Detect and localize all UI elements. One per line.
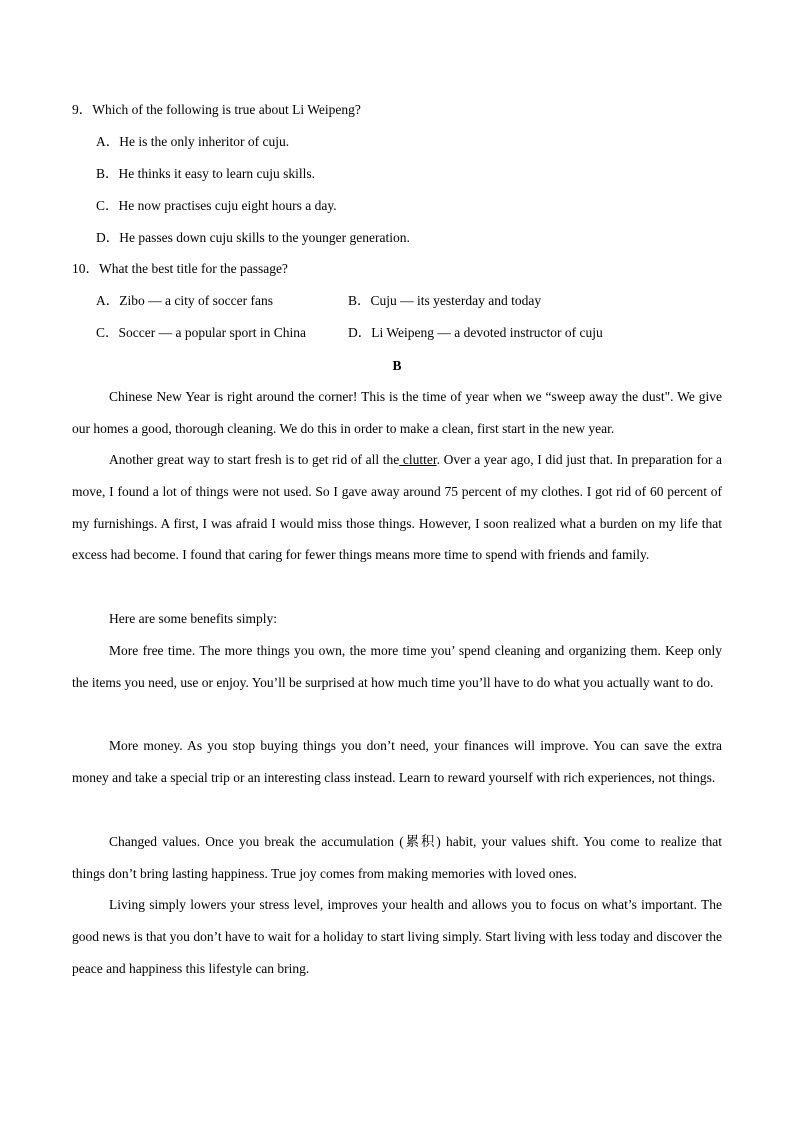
passage-paragraph-3: Here are some benefits simply:: [109, 611, 277, 626]
passage-paragraph-6: Changed values. Once you break the accumulation (累积) habit, your values shift. You come to realize that things don’t bring lasting happiness. True joy comes from making memories with loved ones.: [72, 834, 722, 881]
passage-paragraph-1: Chinese New Year is right around the corner! This is the time of year when we “sweep away the dust". We give our homes a good, thorough cleaning. We do this in order to make a clean, first start in the new year.: [72, 389, 722, 436]
underlined-word-clutter: clutter: [399, 452, 437, 467]
passage-paragraph-2: [72, 444, 722, 571]
passage-paragraph-7: Living simply lowers your stress level, improves your health and allows you to focus on what’s important. The good news is that you don’t have to wait for a holiday to start living simply. Start living with less today and discover the peace and happiness this lifestyle can bring.: [72, 897, 722, 976]
question-10-stem: 10．What the best title for the passage?: [72, 261, 288, 276]
passage-paragraph-5: More money. As you stop buying things you don’t need, your finances will improve. You can save the extra money and take a special trip or an interesting class instead. Learn to reward yourself with rich experiences, not things.: [72, 738, 722, 785]
passage-paragraph-2-start: Another great way to start fresh is to get rid of all the: [109, 452, 400, 467]
question-10-option-b: B．Cuju — its yesterday and today: [348, 293, 542, 308]
question-9-option-d: D．He passes down cuju skills to the younger generation.: [96, 230, 410, 245]
question-10-option-a: A．Zibo — a city of soccer fans: [96, 293, 273, 308]
question-9-option-b: B．He thinks it easy to learn cuju skills.: [96, 166, 315, 181]
passage-paragraph-4: More free time. The more things you own, the more time you’ spend cleaning and organizing them. Keep only the items you need, use or enjoy. You’ll be surprised at how much time you’ll have to do what you actually want to do.: [72, 643, 722, 690]
question-9-option-c: C．He now practises cuju eight hours a day.: [96, 198, 337, 213]
question-9-stem: 9．Which of the following is true about Li Weipeng?: [72, 102, 361, 117]
question-10-option-d: D．Li Weipeng — a devoted instructor of cuju: [348, 325, 603, 340]
passage-paragraph-2-end: . Over a year ago, I did just that. In preparation for a move, I found a lot of things were not used. So I gave away around 75 percent of my clothes. I got rid of 60 percent of my furnishings. A first, I was afraid I would miss those things. However, I soon realized what a burden on my life that excess had become. I found that caring for fewer things means more time to spend with friends and family.: [72, 452, 722, 563]
question-9-option-a: A．He is the only inheritor of cuju.: [96, 134, 290, 149]
section-title: B: [392, 358, 402, 373]
question-10-option-c: C．Soccer — a popular sport in China: [96, 325, 306, 340]
